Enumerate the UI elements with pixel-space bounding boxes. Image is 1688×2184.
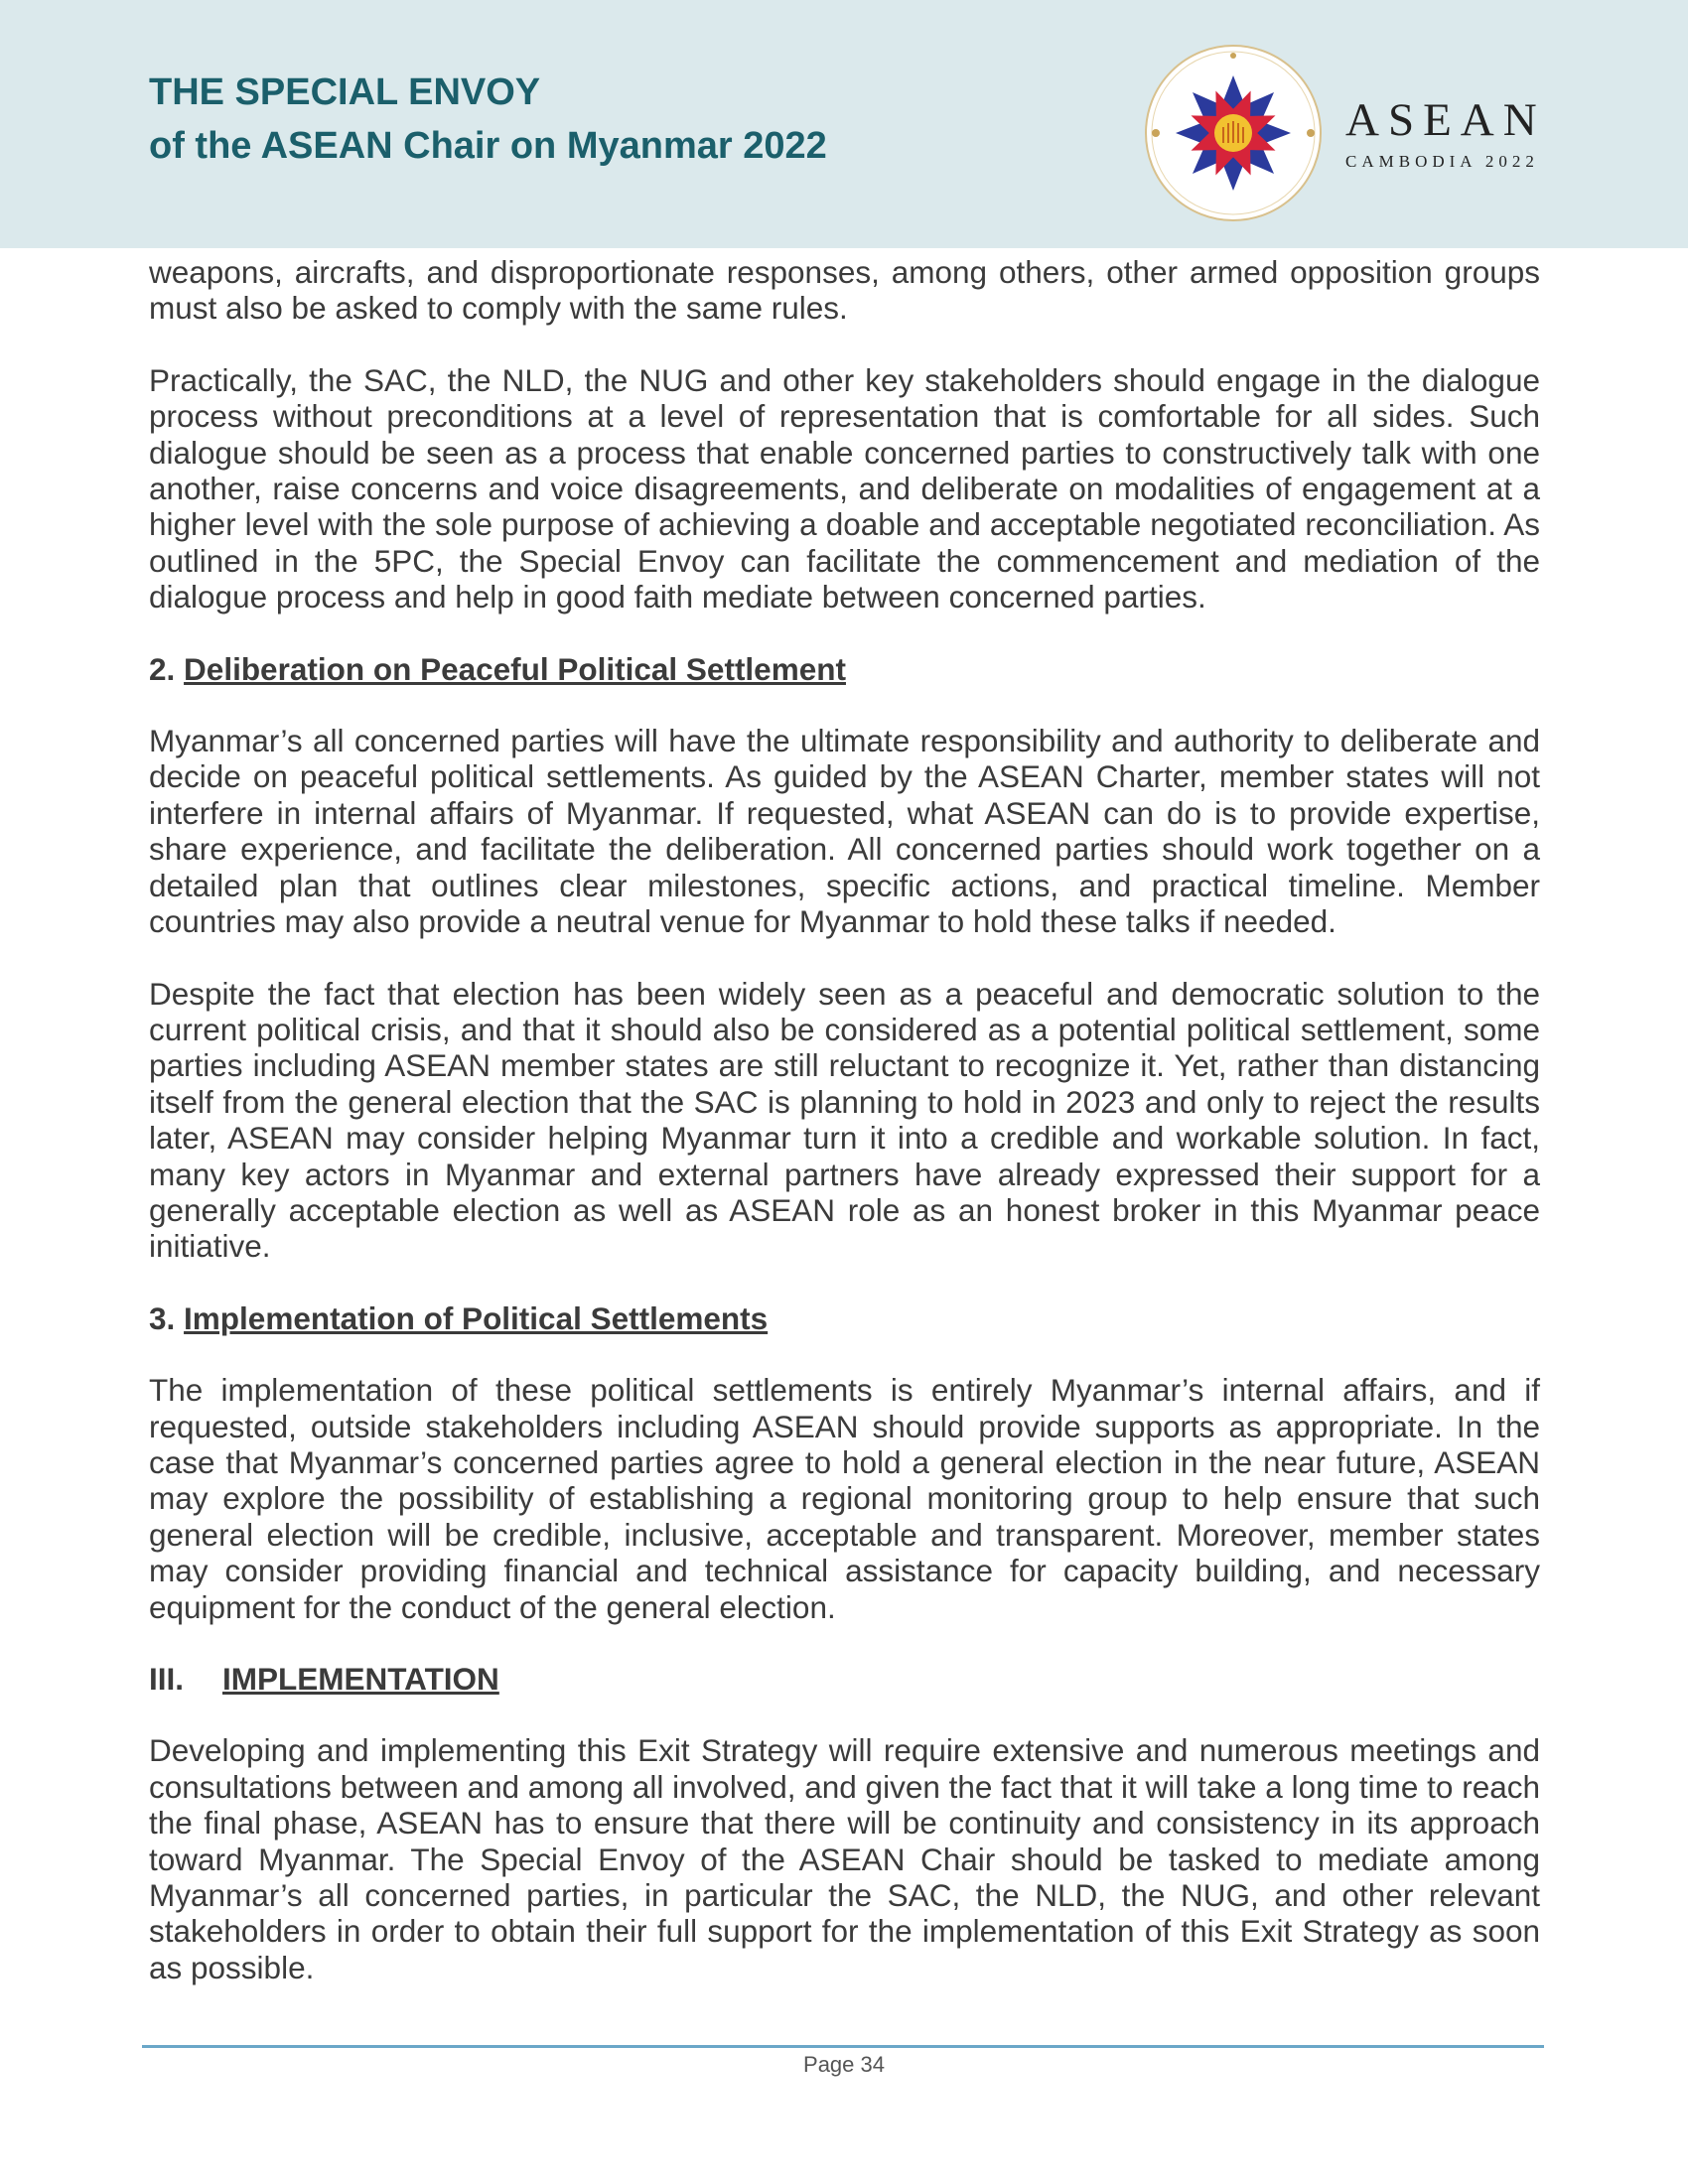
- header-title-line1: THE SPECIAL ENVOY: [149, 71, 541, 113]
- chapter-number: III.: [149, 1661, 185, 1697]
- section-title: Implementation of Political Settlements: [184, 1299, 769, 1336]
- body-content: [149, 254, 1540, 2021]
- logo-subtitle: CAMBODIA 2022: [1345, 152, 1539, 171]
- footer-divider: [142, 2045, 1544, 2048]
- asean-logotype: [1345, 93, 1546, 173]
- paragraph: Myanmar’s all concerned parties will have the ultimate responsibility and authority to deliberate and decide on peaceful political settlements. As guided by the ASEAN Charter, member states will not interfere in internal affairs of Myanmar. If requested, what ASEAN can do is to provide expertise, share experience, and facilitate the deliberation. All concerned parties should work together on a detailed plan that outlines clear milestones, specific actions, and practical timeline. Member countries may also provide a neutral venue for Myanmar to hold these talks if needed.: [149, 723, 1540, 940]
- paragraph: Despite the fact that election has been widely seen as a peaceful and democratic solution to the current political crisis, and that it should also be considered as a potential political settlement, some parties including ASEAN member states are still reluctant to recognize it. Yet, rather than distancing itself from the general election that the SAC is planning to hold in 2023 and only to reject the results later, ASEAN may consider helping Myanmar turn it into a credible and workable solution. In fact, many key actors in Myanmar and external partners have already expressed their support for a generally acceptable election as well as ASEAN role as an honest broker in this Myanmar peace initiative.: [149, 975, 1540, 1265]
- chapter-title: IMPLEMENTATION: [222, 1661, 499, 1697]
- section-heading: [149, 651, 1540, 687]
- section-number: 3.: [149, 1299, 176, 1336]
- chapter-heading: [149, 1661, 1540, 1697]
- header-band: [0, 0, 1688, 248]
- section-number: 2.: [149, 650, 176, 687]
- header-title: [149, 66, 827, 173]
- paragraph: The implementation of these political settlements is entirely Myanmar’s internal affairs, and if requested, outside stakeholders including ASEAN should provide supports as appropriate. In the case that Myanmar’s concerned parties agree to hold a general election in the near future, ASEAN may explore the possibility of establishing a regional monitoring group to help ensure that such general election will be credible, inclusive, acceptable and transparent. Moreover, member states may consider providing financial and technical assistance for capacity building, and necessary equipment for the conduct of the general election.: [149, 1372, 1540, 1625]
- section-heading: [149, 1300, 1540, 1336]
- paragraph: Developing and implementing this Exit Strategy will require extensive and numerous meetings and consultations between and among all involved, and given the fact that it will take a long time to reach the final phase, ASEAN has to ensure that there will be continuity and consistency in its approach toward Myanmar. The Special Envoy of the ASEAN Chair should be tasked to mediate among Myanmar’s all concerned parties, in particular the SAC, the NLD, the NUG, and other relevant stakeholders in order to obtain their full support for the implementation of this Exit Strategy as soon as possible.: [149, 1732, 1540, 1985]
- section-title: Deliberation on Peaceful Political Settlement: [184, 650, 846, 687]
- header-title-line2: of the ASEAN Chair on Myanmar 2022: [149, 125, 827, 167]
- asean-cambodia-emblem-icon: [1144, 44, 1323, 222]
- page-number: Page 34: [803, 2052, 885, 2077]
- paragraph: Practically, the SAC, the NLD, the NUG and other key stakeholders should engage in the dialogue process without preconditions at a level of representation that is comfortable for all sides. Such dialogue should be seen as a process that enable concerned parties to constructively talk with one another, raise concerns and voice disagreements, and deliberate on modalities of engagement at a higher level with the sole purpose of achieving a doable and acceptable negotiated reconciliation. As outlined in the 5PC, the Special Envoy can facilitate the commencement and mediation of the dialogue process and help in good faith mediate between concerned parties.: [149, 361, 1540, 615]
- paragraph: weapons, aircrafts, and disproportionate responses, among others, other armed opposition groups must also be asked to comply with the same rules.: [149, 254, 1540, 327]
- logo-name: ASEAN: [1345, 94, 1546, 146]
